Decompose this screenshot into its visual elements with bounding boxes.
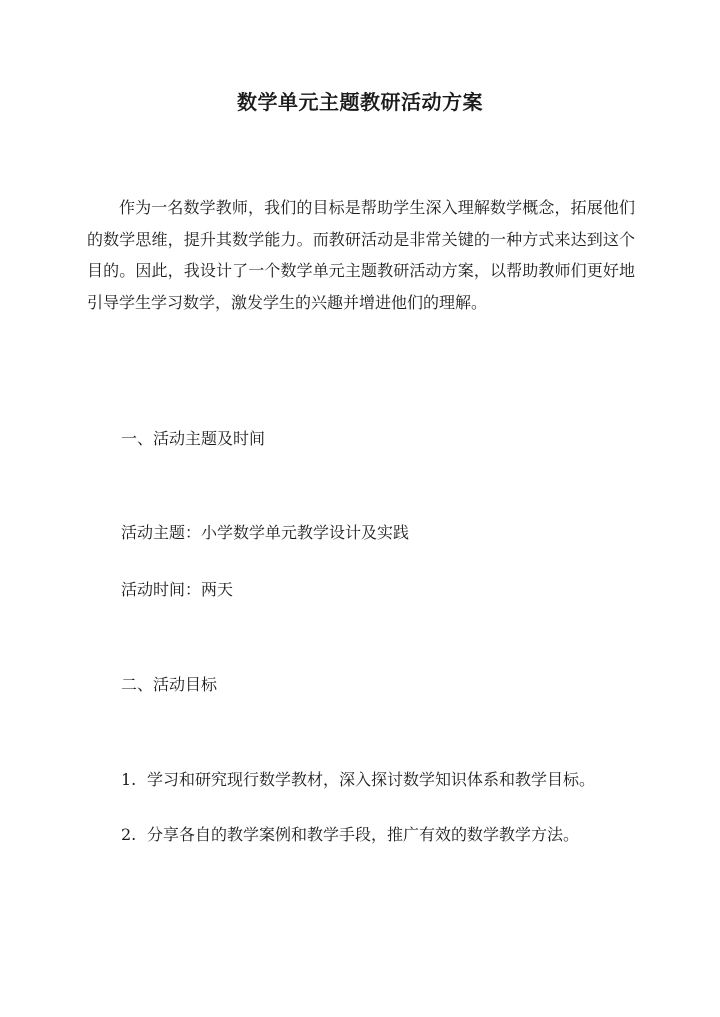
activity-topic: 活动主题：小学数学单元教学设计及实践: [121, 523, 410, 542]
goal-item-2: [121, 822, 579, 845]
goal-item-number: 1.: [121, 770, 137, 789]
activity-time: 活动时间：两天: [121, 580, 234, 599]
goal-item-text: 分享各自的教学案例和教学手段，推广有效的数学教学方法。: [147, 825, 580, 844]
section-heading-2: 二、活动目标: [121, 675, 218, 694]
goal-item-text: 学习和研究现行数学教材，深入探讨数学知识体系和教学目标。: [147, 770, 596, 789]
intro-paragraph: 作为一名数学教师，我们的目标是帮助学生深入理解数学概念，拓展他们的数学思维，提升其数学能力。而教研活动是非常关键的一种方式来达到这个目的。因此，我设计了一个数学单元主题教研活动方案，以帮助教师们更好地引导学生学习数学，激发学生的兴趣并增进他们的理解。: [87, 198, 635, 312]
goal-item-number: 2.: [121, 825, 137, 844]
goal-item-1: [121, 767, 595, 790]
section-heading-1: 一、活动主题及时间: [121, 429, 266, 448]
document-title: 数学单元主题教研活动方案: [237, 90, 483, 114]
